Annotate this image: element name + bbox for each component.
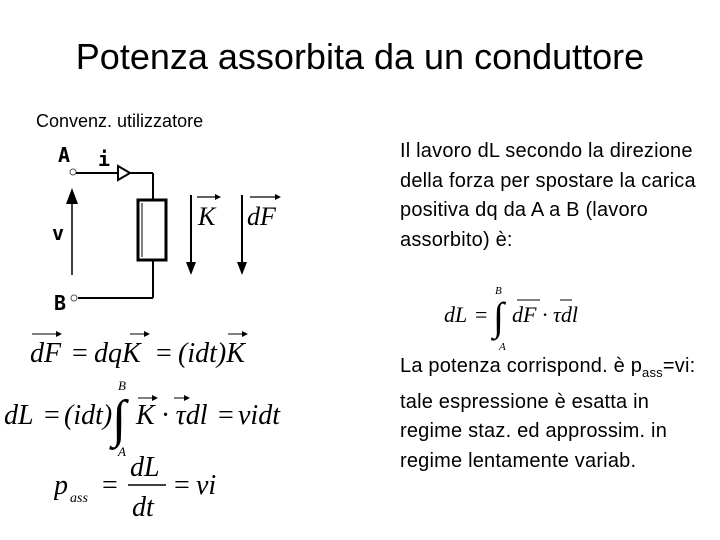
eq-df-equals2: = — [156, 338, 172, 369]
eq-df-lhs: dF — [30, 338, 62, 369]
k-over-arrow-head-1-icon — [144, 331, 150, 337]
power-description — [400, 352, 710, 476]
df-vector-label: dF — [247, 202, 276, 231]
eq-lhs: dL — [444, 302, 468, 327]
eq-dl-lhs: dL — [4, 400, 34, 431]
eq-dl-equals2: = — [218, 400, 234, 431]
equation-force — [28, 328, 268, 372]
eq-dl-lower: A — [118, 444, 126, 458]
eq-equals: = — [475, 302, 488, 327]
eq-dl-rhs: vidt — [238, 400, 280, 431]
df-overarrow-head-icon — [275, 194, 281, 200]
eq-dl-integrand: K · τdl — [136, 400, 208, 431]
k-vector-label: K — [198, 202, 216, 231]
node-a-icon — [70, 169, 76, 175]
integral-left-icon: ∫ — [112, 391, 127, 448]
eq-upper-limit: B — [495, 285, 502, 297]
node-b-icon — [71, 295, 77, 301]
eq-df-equals1: = — [72, 338, 88, 369]
k-over-arrow-head-2-icon — [242, 331, 248, 337]
current-i-label: i — [98, 147, 111, 171]
power-text-prefix: La potenza corrispond. è p — [400, 355, 643, 377]
convention-label: Convenz. utilizzatore — [36, 111, 204, 131]
eq-p-lhs: p — [54, 470, 68, 501]
power-text-suffix: =vi: tale espressione è esatta in regime staz. ed approssim. in regime lentamente variab. — [400, 355, 696, 472]
df-vector-arrow-icon — [237, 262, 247, 275]
eq-dl-factor: (idt) — [64, 400, 113, 431]
eq-df-rhs2: (idt)K — [178, 338, 245, 369]
terminal-b-label: B — [54, 291, 67, 315]
eq-dl-equals1: = — [44, 400, 60, 431]
eq-p-lhs-sub: ass — [70, 491, 88, 506]
slide-title: Potenza assorbita da un conduttore — [75, 36, 645, 77]
eq-p-denominator: dt — [132, 492, 154, 523]
equation-work-integral — [440, 282, 600, 352]
eq-p-rhs: vi — [196, 470, 217, 501]
equation-work-current — [4, 378, 294, 458]
k-overarrow-head-icon — [215, 194, 221, 200]
eq-p-equals2: = — [174, 470, 190, 501]
eq-p-numerator: dL — [130, 452, 160, 483]
eq-df-rhs1: dqK — [94, 338, 141, 369]
voltage-v-label: v — [52, 221, 65, 245]
integral-icon: ∫ — [493, 294, 504, 339]
equation-power — [54, 448, 254, 528]
current-arrow-icon — [118, 166, 130, 180]
voltage-arrow-icon — [66, 188, 78, 204]
eq-dl-upper: B — [118, 378, 126, 393]
power-text-sub: ass — [642, 365, 663, 380]
df-over-arrow-head-icon — [56, 331, 62, 337]
eq-p-equals1: = — [102, 470, 118, 501]
k-vector-arrow-icon — [186, 262, 196, 275]
circuit-diagram — [0, 140, 300, 320]
terminal-a-label: A — [58, 143, 71, 167]
work-description: Il lavoro dL secondo la direzione della forza per spostare la carica positiva dq da A a B (lavoro assorbito) è: — [400, 140, 696, 251]
eq-integrand: dF · τdl — [512, 302, 578, 327]
eq-lower-limit: A — [499, 341, 506, 352]
